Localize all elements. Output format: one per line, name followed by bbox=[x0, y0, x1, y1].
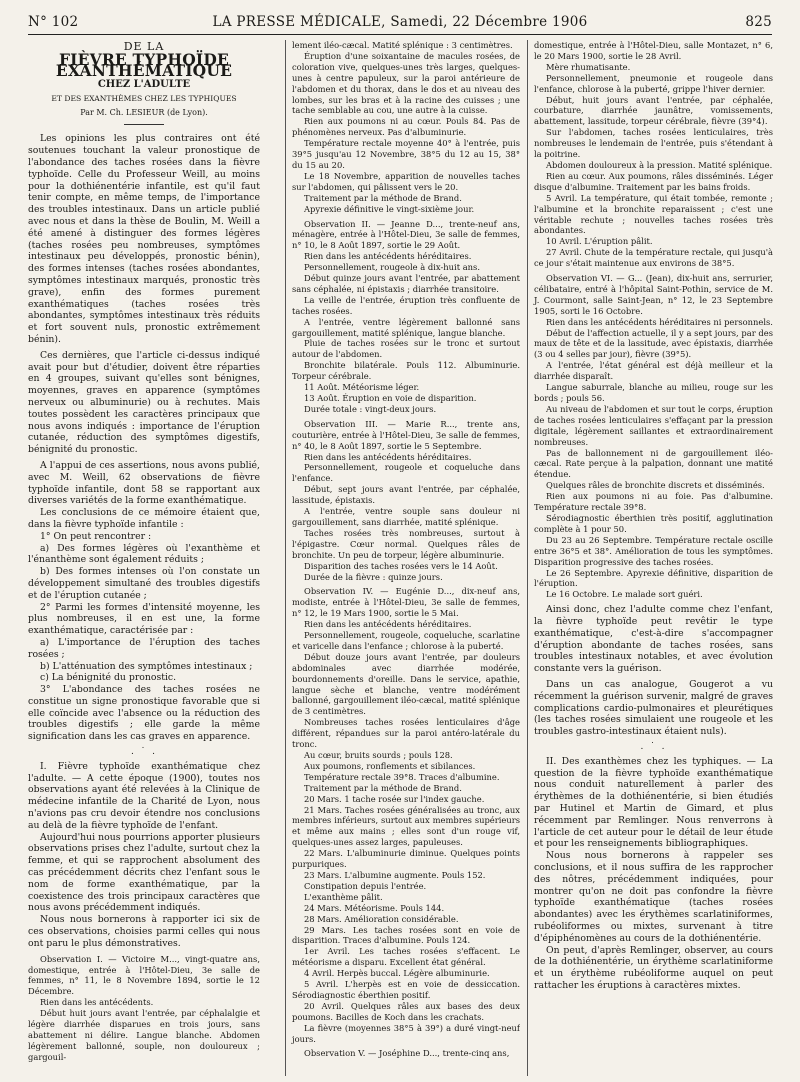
paragraph: A l'entrée, ventre souple sans douleur ni gargouillement, sans diarrhée, matité splénique. bbox=[292, 506, 520, 527]
paragraph: La fièvre (moyennes 38°5 à 39°) a duré vingt-neuf jours. bbox=[292, 1022, 520, 1044]
paragraph: Début, huit jours avant l'entrée, par céphalée, courbature, diarrhée jaunâtre, vomissements, abattement, lassitude, torpeur cérébrale, fièvre (39°4). bbox=[534, 94, 773, 127]
paragraph: Aux poumons, ronflements et sibilances. bbox=[304, 760, 476, 771]
paragraph: Taches rosées très nombreuses, surtout à l'épigastre. Cœur normal. Quelques râles de bronchite. Un peu de torpeur, légère albuminurie. bbox=[292, 527, 520, 560]
paragraph: 4 Avril. Herpès buccal. Légère albuminurie. bbox=[304, 968, 490, 979]
article-author: Par M. Ch. LESIEUR (de Lyon). bbox=[80, 107, 208, 117]
paragraph: Début huit jours avant l'entrée, par céphalalgie et légère diarrhée disparues en trois jours, sans abattement ni délire. Langue blanche. Abdomen légèrement ballonné, souple, non douloureux ; gargouil- bbox=[28, 1008, 260, 1062]
paragraph: A l'appui de ces assertions, nous avons publié, avec M. Weill, 62 observations de fièvre typhoïde infantile, dont 58 se rapportant aux diverses variétés de la forme exanthématique. bbox=[28, 459, 260, 507]
column-3 bbox=[527, 40, 773, 1076]
paragraph: Rien dans les antécédents héréditaires ni personnels. bbox=[546, 316, 773, 327]
column-1 bbox=[28, 40, 260, 1076]
paragraph: 29 Mars. Les taches rosées sont en voie de disparition. Traces d'albumine. Pouls 124. bbox=[292, 924, 520, 946]
paragraph: 11 Août. Météorisme léger. bbox=[304, 382, 420, 393]
paragraph: Ainsi donc, chez l'adulte comme chez l'enfant, la fièvre typhoïde peut revêtir le type exanthématique, c'est-à-dire s'accompagner d'éruption abondante de taches rosées, sans troubles intestinaux notables, et avec évolution constante vers la guérison. bbox=[534, 604, 773, 675]
paragraph: Langue saburrale, blanche au milieu, rouge sur les bords ; pouls 56. bbox=[534, 382, 773, 403]
list-item: 1° On peut rencontrer : bbox=[40, 530, 152, 542]
article-subtitle: CHEZ L'ADULTE bbox=[97, 78, 191, 90]
paragraph: 20 Avril. Quelques râles aux bases des deux poumons. Bacilles de Koch dans les crachats. bbox=[292, 1000, 520, 1022]
paragraph: Sur l'abdomen, taches rosées lenticulaires, très nombreuses le lendemain de l'entrée, puis s'étendant à la poitrine. bbox=[534, 127, 773, 160]
paragraph: Au niveau de l'abdomen et sur tout le corps, éruption de taches rosées lenticulaires s'effaçant par la pression digitale, légèrement saillantes et extraordinairement nombreuses. bbox=[534, 403, 773, 447]
paragraph: Le 16 Octobre. Le malade sort guéri. bbox=[546, 589, 703, 600]
observation-paragraph: Observation IV. — Eugénie D..., dix-neuf ans, modiste, entrée à l'Hôtel-Dieu, 3e salle de femmes, n° 12, le 19 Mars 1900, sortie le 5 Mai. bbox=[292, 586, 520, 619]
paragraph: Rien aux poumons ni au foie. Pas d'albumine. Température rectale 39°8. bbox=[534, 491, 773, 513]
paragraph: Rien au cœur. Aux poumons, râles disséminés. Léger disque d'albumine. Traitement par les bains froids. bbox=[534, 170, 773, 192]
observation-paragraph: Observation II. — Jeanne D..., trente-neuf ans, ménagère, entrée à l'Hôtel-Dieu, 3e salle de femmes, n° 10, le 8 Août 1897, sortie le 29 Août. bbox=[292, 218, 520, 251]
section-separator: . ˙ . bbox=[131, 747, 157, 758]
paragraph: Durée de la fièvre : quinze jours. bbox=[304, 571, 443, 582]
list-item: a) L'importance de l'éruption des taches rosées ; bbox=[28, 636, 260, 660]
paragraph: Le 26 Septembre. Apyrexie définitive, disparition de l'éruption. bbox=[534, 567, 773, 589]
paragraph: Mère rhumatisante. bbox=[546, 61, 631, 72]
issue-number: N° 102 bbox=[28, 14, 79, 30]
paragraph: domestique, entrée à l'Hôtel-Dieu, salle Montazet, n° 6, le 20 Mars 1900, sortie le 28 Avril. bbox=[534, 40, 773, 61]
article-subtitle-2: ET DES EXANTHÈMES CHEZ LES TYPHIQUES bbox=[51, 93, 237, 103]
paragraph: lement iléo-cæcal. Matité splénique : 3 centimètres. bbox=[292, 40, 513, 50]
paragraph: 22 Mars. L'albuminurie diminue. Quelques points purpuriques. bbox=[292, 848, 520, 870]
journal-title: LA PRESSE MÉDICALE, Samedi, 22 Décembre 1906 bbox=[212, 14, 588, 30]
column-1-body bbox=[28, 133, 260, 949]
paragraph: Température rectale moyenne 40° à l'entrée, puis 39°5 jusqu'au 12 Novembre, 38°5 du 12 au 15, 38° du 15 au 20. bbox=[292, 138, 520, 170]
section-heading-paragraph: I. Fièvre typhoïde exanthématique chez l'adulte. — A cette époque (1900), toutes nos observations ayant été relevées à la Clinique de médecine infantile de la Charité de Lyon, nous n'avions pas cru devoir étendre nos conclusions au delà de la fièvre typhoïde de l'enfant. bbox=[28, 760, 260, 831]
paragraph: Aujourd'hui nous pourrions apporter plusieurs observations prises chez l'adulte, surtout chez la femme, et qui se rapprochent absolument des cas précédemment décrits chez l'enfant sous le nom de forme exanthématique, par la coexistence des trois principaux caractères que nous avons précédemment indiqués. bbox=[28, 831, 260, 914]
paragraph: L'exanthème pâlit. bbox=[304, 891, 383, 902]
title-prefix: DE LA bbox=[123, 40, 165, 53]
list-item: c) La bénignité du pronostic. bbox=[40, 672, 177, 684]
paragraph: 20 Mars. 1 tache rosée sur l'index gauche. bbox=[304, 793, 485, 804]
list-item: 3° L'abondance des taches rosées ne constitue un signe pronostique favorable que si elle coïncide avec l'absence ou la réduction des troubles digestifs ; elle garde la même signification dans les cas graves en apparence. bbox=[28, 684, 260, 743]
paragraph: 5 Avril. L'herpès est en voie de dessiccation. Sérodiagnostic éberthien positif. bbox=[292, 979, 520, 1000]
section-heading-paragraph: II. Des exanthèmes chez les typhiques. — La question de la fièvre typhoïde exanthématique nous conduit naturellement à parler des érythèmes de la dothiénentérie, si bien étudiés par Hutinel et Martin de Gimard, et plus récemment par Remlinger. Nous renverrons à l'article de cet auteur pour le détail de leur étude et pour les renseignements bibliographiques. bbox=[534, 755, 773, 850]
paragraph: Ces dernières, que l'article ci-dessus indiqué avait pour but d'étudier, doivent être réparties en 4 groupes, suivant qu'elles sont bénignes, moyennes, graves en apparence (symptômes nerveux ou albuminurie) ou à rechutes. Mais toutes possèdent les caractères principaux que nous avons indiqués : importance de l'éruption cutanée, réduction des symptômes digestifs, bénignité du pronostic. bbox=[28, 349, 260, 456]
paragraph: Disparition des taches rosées vers le 14 Août. bbox=[304, 560, 498, 571]
paragraph: 5 Avril. La température, qui était tombée, remonte ; l'albumine et la bronchite reparaissent ; c'est une véritable rechute ; nouvelles taches rosées très abondantes. bbox=[534, 192, 773, 236]
paragraph: Traitement par la méthode de Brand. bbox=[304, 782, 462, 793]
paragraph: La veille de l'entrée, éruption très confluente de taches rosées. bbox=[292, 294, 520, 316]
paragraph: Nous nous bornerons à rappeler ses conclusions, et il nous suffira de les rapprocher des nôtres, précédemment indiquées, pour montrer qu'on ne doit pas confondre la fièvre typhoïde exanthématique (taches rosées abondantes) avec les érythèmes scarlatiniformes, rubéoliformes ou mixtes, survenant à titre d'épiphénomènes au cours de la dothiénentérie. bbox=[534, 850, 773, 944]
observation-paragraph: Observation VI. — G... (Jean), dix-huit ans, serrurier, célibataire, entré à l'hôpital Saint-Pothin, service de M. J. Courmont, salle Saint-Jean, n° 12, le 23 Septembre 1905, sorti le 16 Octobre. bbox=[534, 273, 773, 316]
paragraph: Pluie de taches rosées sur le tronc et surtout autour de l'abdomen. bbox=[292, 338, 520, 360]
paragraph: Apyrexie définitive le vingt-sixième jour. bbox=[304, 203, 475, 214]
paragraph: Personnellement, rougeole à dix-huit ans. bbox=[304, 262, 480, 273]
paragraph: Éruption d'une soixantaine de macules rosées, de coloration vive, quelques-unes très larges, quelques-unes à centre papuleux, sur la paroi antérieure de l'abdomen et du thorax, dans le dos et au niveau des lombes, sur les bras et à la racine des cuisses ; une tache semblable au cou, une autre à la cuisse. bbox=[292, 50, 520, 116]
running-header bbox=[28, 8, 772, 35]
paragraph: Température rectale 39°8. Traces d'albumine. bbox=[304, 771, 500, 782]
paragraph: Du 23 au 26 Septembre. Température rectale oscille entre 36°5 et 38°. Amélioration de tous les symptômes. Disparition progressive des taches rosées. bbox=[534, 534, 773, 567]
paragraph: Bronchite bilatérale. Pouls 112. Albuminurie. Torpeur cérébrale. bbox=[292, 360, 520, 382]
paragraph: Rien dans les antécédents héréditaires. bbox=[304, 619, 472, 630]
paragraph: Début, sept jours avant l'entrée, par céphalée, lassitude, épistaxis. bbox=[292, 484, 520, 506]
observation-paragraph: Observation III. — Marie R..., trente ans, couturière, entrée à l'Hôtel-Dieu, 3e salle de femmes, n° 40, le 8 Août 1897, sortie le 5 Septembre. bbox=[292, 418, 520, 451]
paragraph: Pas de ballonnement ni de gargouillement iléo-cæcal. Rate perçue à la palpation, donnant une matité étendue. bbox=[534, 447, 773, 480]
article-title-block bbox=[28, 42, 260, 125]
list-item: b) L'atténuation des symptômes intestinaux ; bbox=[40, 660, 253, 672]
paragraph: Les conclusions de ce mémoire étaient que, dans la fièvre typhoïde infantile : bbox=[28, 507, 260, 530]
observation-paragraph: Observation I. — Victoire M..., vingt-quatre ans, domestique, entrée à l'Hôtel-Dieu, 3e salle de femmes, n° 11, le 8 Novembre 1894, sortie le 12 Décembre. bbox=[28, 953, 260, 997]
paragraph: Personnellement, rougeole et coqueluche dans l'enfance. bbox=[292, 462, 520, 484]
paragraph: Dans un cas analogue, Gougerot a vu récemment la guérison survenir, malgré de graves complications cardio-pulmonaires et pleurétiques (les taches rosées simulaient une rougeole et les troubles gastro-intestinaux étaient nuls). bbox=[534, 679, 773, 738]
paragraph: Les opinions les plus contraires ont été soutenues touchant la valeur pronostique de l'abondance des taches rosées dans la fièvre typhoïde. Celle du Professeur Weill, au moins pour la dothiénentérie infantile, est qu'il faut tenir compte, en même temps, de l'importance des troubles intestinaux. Dans un article publié avec nous et dans la thèse de Boulin, M. Weill a été amené à distinguer des formes légères (taches rosées peu nombreuses, symptômes intestinaux peu développés, pronostic bénin), des formes intenses (taches rosées abondantes, symptômes intestinaux marqués, pronostic très grave), enfin des formes purement exanthématiques (taches rosées très abondantes, symptômes intestinaux très réduits et fort souvent nuls, pronostic extrêmement bénin). bbox=[28, 133, 260, 345]
paragraph: A l'entrée, l'état général est déjà meilleur et la diarrhée disparaît. bbox=[534, 360, 773, 382]
paragraph: Constipation depuis l'entrée. bbox=[304, 880, 427, 891]
section-separator: . ˙ . bbox=[640, 741, 667, 752]
paragraph: Nombreuses taches rosées lenticulaires d'âge différent, répandues sur la paroi antéro-latérale du tronc. bbox=[292, 717, 520, 750]
paragraph: Rien aux poumons ni au cœur. Pouls 84. Pas de phénomènes nerveux. Pas d'albuminurie. bbox=[292, 116, 520, 138]
paragraph: Nous nous bornerons à rapporter ici six de ces observations, choisies parmi celles qui nous ont paru le plus démonstratives. bbox=[28, 914, 260, 949]
paragraph: Abdomen douloureux à la pression. Matité splénique. bbox=[546, 159, 773, 170]
paragraph: 28 Mars. Amélioration considérable. bbox=[304, 913, 459, 924]
title-rule bbox=[124, 124, 164, 125]
article-title: FIÈVRE TYPHOÏDE EXANTHÉMATIQUE bbox=[55, 49, 233, 80]
paragraph: A l'entrée, ventre légèrement ballonné sans gargouillement, matité splénique, langue blanche. bbox=[292, 316, 520, 338]
paragraph: 21 Mars. Taches rosées généralisées au tronc, aux membres inférieurs, surtout aux membres supérieurs et même aux mains ; elles sont d'un rouge vif, quelques-unes assez larges, papuleuses. bbox=[292, 804, 520, 848]
paragraph: 23 Mars. L'albumine augmente. Pouls 152. bbox=[304, 869, 486, 880]
paragraph: Rien dans les antécédents héréditaires. bbox=[304, 451, 472, 462]
paragraph: Traitement par la méthode de Brand. bbox=[304, 192, 462, 203]
paragraph: Personnellement, pneumonie et rougeole dans l'enfance, chlorose à la puberté, grippe l'hiver dernier. bbox=[534, 72, 773, 94]
observation-paragraph: Observation V. — Joséphine D..., trente-cinq ans, bbox=[304, 1048, 510, 1059]
paragraph: Personnellement, rougeole, coqueluche, scarlatine et varicelle dans l'enfance ; chlorose à la puberté. bbox=[292, 630, 520, 651]
paragraph: 27 Avril. Chute de la température rectale, qui jusqu'à ce jour s'était maintenue aux environs de 38°5. bbox=[534, 247, 773, 269]
paragraph: Début quinze jours avant l'entrée, par abattement sans céphalée, ni épistaxis ; diarrhée transitoire. bbox=[292, 273, 520, 294]
paragraph: 13 Août. Éruption en voie de disparition. bbox=[304, 393, 477, 403]
paragraph: On peut, d'après Remlinger, observer, au cours de la dothiénentérie, un érythème scarlatiniforme et un érythème rubéoliforme auquel on peut rattacher les éruptions à caractères mixtes. bbox=[534, 944, 773, 991]
paragraph: Le 18 Novembre, apparition de nouvelles taches sur l'abdomen, qui pâlissent vers le 20. bbox=[292, 170, 520, 192]
paragraph: Au cœur, bruits sourds ; pouls 128. bbox=[304, 750, 453, 760]
paragraph: Durée totale : vingt-deux jours. bbox=[304, 403, 437, 414]
list-item: b) Des formes intenses où l'on constate un développement simultané des troubles digestifs et de l'éruption cutanée ; bbox=[28, 566, 260, 601]
paragraph: 1er Avril. Les taches rosées s'effacent. Le météorisme a disparu. Excellent état général. bbox=[292, 946, 520, 968]
column-2 bbox=[285, 40, 520, 1076]
list-item: a) Des formes légères où l'exanthème et l'énanthème sont également réduits ; bbox=[28, 542, 260, 566]
paragraph: Sérodiagnostic éberthien très positif, agglutination complète à 1 pour 50. bbox=[534, 512, 773, 534]
paragraph: 10 Avril. L'éruption pâlit. bbox=[546, 236, 653, 247]
paragraph: 24 Mars. Météorisme. Pouls 144. bbox=[304, 902, 445, 913]
paragraph: Rien dans les antécédents héréditaires. bbox=[304, 251, 472, 262]
list-item: 2° Parmi les formes d'intensité moyenne, les plus nombreuses, il en est une, la forme exanthématique, caractérisée par : bbox=[28, 601, 260, 637]
paragraph: Début douze jours avant l'entrée, par douleurs abdominales avec diarrhée modérée, bourdonnements d'oreille. Dans le service, apathie, langue sèche et blanche, ventre modérément ballonné, gargouillement iléo-cæcal, matité splénique de 3 centimètres. bbox=[292, 651, 520, 717]
page-number: 825 bbox=[745, 14, 772, 30]
paragraph: Début de l'affection actuelle, il y a sept jours, par des maux de tête et de la lassitude, avec épistaxis, diarrhée (3 ou 4 selles par jour), fièvre (39°5). bbox=[534, 327, 773, 360]
paragraph: Quelques râles de bronchite discrets et disséminés. bbox=[546, 480, 765, 491]
paragraph: Rien dans les antécédents. bbox=[40, 997, 154, 1008]
